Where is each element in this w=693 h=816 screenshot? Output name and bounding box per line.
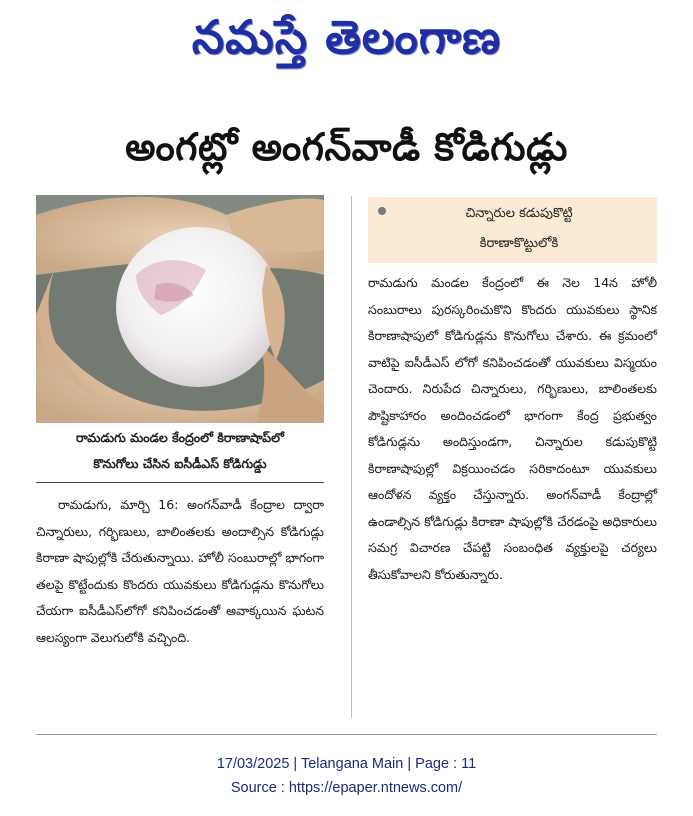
caption-line-1: రామడుగు మండల కేంద్రంలో కిరాణాషాప్‌లో <box>75 430 285 445</box>
article-headline: అంగట్లో అంగన్‌వాడీ కోడిగుడ్లు <box>125 125 568 169</box>
column-divider <box>351 196 352 718</box>
caption-divider <box>36 482 324 483</box>
hands-holding-egg-photo <box>36 195 324 423</box>
subheading-line-1: చిన్నారుల కడుపుకొట్టి <box>465 206 573 221</box>
right-paragraph: రామడుగు మండల కేంద్రంలో ఈ నెల 14న హోలీ సంబురాలు పురస్కరించుకొని కొందరు యువకులు స్థానిక కిరాణాషాపులో కోడిగుడ్లను కొనుగోలు చేశారు. ఈ క్రమంలో వాటిపై ఐసీడీఎస్ లోగో కనిపించడంతో యువకులు విస్మయం చెందారు. నిరుపేద చిన్నారులు, గర్భిణులు, బాలింతలకు పౌష్టికాహారం అందించడంలో భాగంగా కేంద్ర ప్రభుత్వం కోడిగుడ్లను అందిస్తుండగా, చిన్నారుల కడుపుకొట్టి కిరాణాషాపుల్లో విక్రయించడం సరికాదంటూ యువకులు ఆందోళన వ్యక్తం చేస్తున్నారు. అంగన్‌వాడీ కేంద్రాల్లో ఉండాల్సిన కోడిగుడ్లు కిరాణా షాపుల్లోకి చేరడంపై అధికారులు సమగ్ర విచారణ చేపట్టి సంబంధిత వ్యక్తులపై చర్యలు తీసుకోవాలని కోరుతున్నారు. <box>368 275 657 582</box>
source-footer <box>0 752 693 800</box>
subheading-text <box>394 199 644 259</box>
article-body-right <box>368 270 657 588</box>
caption-line-2: కొనుగోలు చేసిన ఐసీడీఎస్ కోడిగుడ్డు <box>93 456 267 471</box>
source-link[interactable]: Source : https://epaper.ntnews.com/ <box>230 780 463 796</box>
subheading-box <box>368 197 657 263</box>
bullet-icon <box>378 207 386 215</box>
article-body-left <box>36 492 324 651</box>
photo-caption <box>36 425 324 477</box>
left-paragraph: రామడుగు, మార్చి 16: అంగన్‌వాడీ కేంద్రాల ద్వారా చిన్నారులు, గర్భిణులు, బాలింతలకు అందాల్సిన కోడిగుడ్లు కిరాణా షాపుల్లోకి చేరుతున్నాయి. హోలీ సంబురాల్లో భాగంగా తలపై కొట్టేందుకు కొందరు యువకులు కోడిగుడ్లను కొనుగోలు చేయగా ఐసీడీఎస్‌లోగో కనిపించడంతో అవాక్కయిన ఘటన ఆలస్యంగా వెలుగులోకి వచ్చింది. <box>36 497 324 645</box>
edition-info: 17/03/2025 | Telangana Main | Page : 11 <box>216 756 477 772</box>
subheading-line-2: కిరాణాకొట్టులోకి <box>479 236 559 251</box>
article-photo <box>36 195 324 423</box>
newspaper-masthead: నమస్తే తెలంగాణ <box>191 10 502 64</box>
footer-divider <box>36 734 657 735</box>
